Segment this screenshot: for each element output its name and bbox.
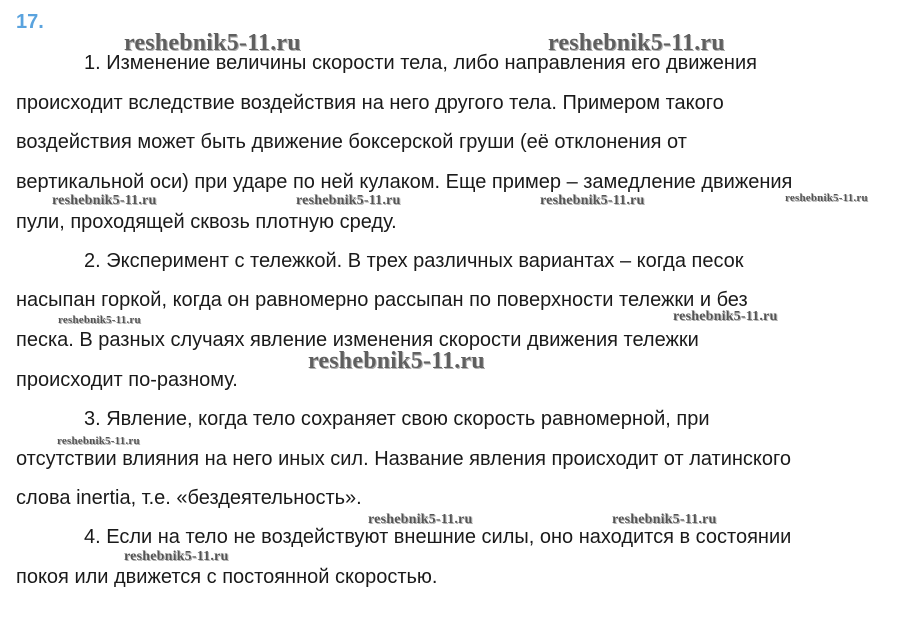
paragraph-2-line-2: насыпан горкой, когда он равномерно рассыпан по поверхности тележки и без [16,289,748,311]
watermark: reshebnik5-11.ru [308,348,485,374]
paragraph-2-line-3: песка. В разных случаях явление изменения скорости движения тележки [16,329,699,351]
paragraph-1-line-3: воздействия может быть движение боксерской груши (её отклонения от [16,131,687,153]
paragraph-1-line-5: пули, проходящей сквозь плотную среду. [16,211,397,233]
watermark: reshebnik5-11.ru [673,309,778,324]
paragraph-2-line-4: происходит по-разному. [16,369,238,391]
watermark: reshebnik5-11.ru [124,549,229,564]
watermark: reshebnik5-11.ru [124,30,301,56]
paragraph-1-line-4: вертикальной оси) при ударе по ней кулаком. Еще пример – замедление движения [16,171,793,193]
paragraph-3-line-2: отсутствии влияния на него иных сил. Название явления происходит от латинского [16,448,792,470]
paragraph-1-line-2: происходит вследствие воздействия на него другого тела. Примером такого [16,92,724,114]
paragraph-3-line-1: 3. Явление, когда тело сохраняет свою скорость равномерной, при [84,408,710,430]
watermark: reshebnik5-11.ru [540,193,645,208]
watermark: reshebnik5-11.ru [52,193,157,208]
paragraph-4-line-1: 4. Если на тело не воздействуют внешние силы, оно находится в состоянии [84,526,792,548]
paragraph-4-line-2: покоя или движется с постоянной скоростью. [16,566,438,588]
watermark: reshebnik5-11.ru [612,512,717,527]
watermark: reshebnik5-11.ru [785,192,868,204]
watermark: reshebnik5-11.ru [57,435,140,447]
watermark: reshebnik5-11.ru [296,193,401,208]
watermark: reshebnik5-11.ru [368,512,473,527]
watermark: reshebnik5-11.ru [58,314,141,326]
task-number: 17. [16,11,44,33]
paragraph-2-line-1: 2. Эксперимент с тележкой. В трех различных вариантах – когда песок [84,250,744,272]
paragraph-1-line-1: 1. Изменение величины скорости тела, либо направления его движения [84,52,757,74]
watermark: reshebnik5-11.ru [548,30,725,56]
paragraph-3-line-3: слова inertia, т.е. «бездеятельность». [16,487,362,509]
